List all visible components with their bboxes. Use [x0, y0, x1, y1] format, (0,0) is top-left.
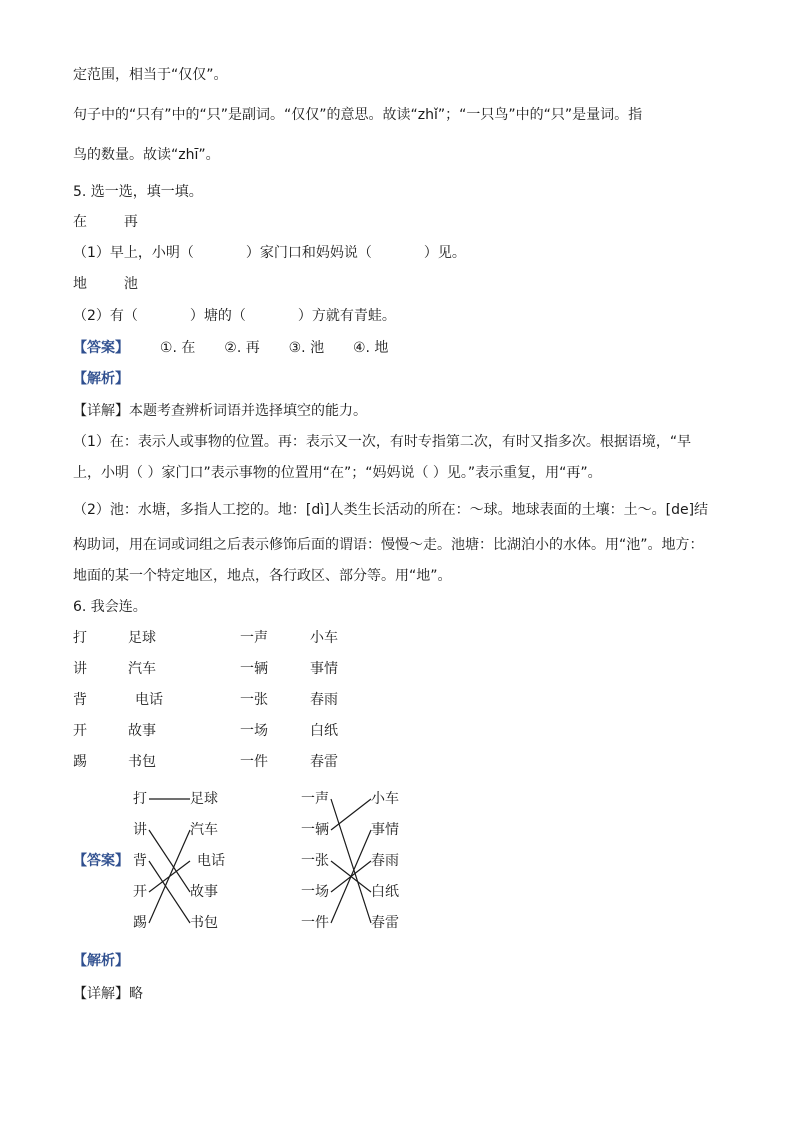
- noun: 故事: [128, 723, 156, 739]
- match-line-left: [149, 861, 190, 923]
- measure-word: 一件: [240, 754, 268, 770]
- measure-word: 一场: [240, 723, 268, 739]
- question-6-title: 6. 我会连。: [73, 599, 147, 615]
- noun: 春雷: [310, 754, 338, 770]
- question-5-title: 5. 选一选，填一填。: [73, 184, 203, 200]
- noun: 书包: [128, 754, 156, 770]
- measure-word: 一辆: [240, 661, 268, 677]
- q5-sentence-2: （2）有（ ）塘的（ ）方就有青蛙。: [73, 308, 396, 324]
- noun: 书包: [190, 915, 218, 931]
- verb: 背: [133, 853, 147, 869]
- option-word: 在: [73, 214, 87, 230]
- measure-word: 一场: [301, 884, 329, 900]
- noun: 小车: [371, 791, 399, 807]
- measure-word: 一声: [240, 630, 268, 646]
- analysis-tag: 【解析】: [73, 371, 129, 387]
- detail-line: 【详解】略: [73, 986, 143, 1002]
- noun: 故事: [190, 884, 218, 900]
- noun: 事情: [310, 661, 338, 677]
- match-line-left: [149, 830, 190, 892]
- answer-tag: 【答案】: [73, 853, 129, 869]
- option-word: 地: [73, 276, 87, 292]
- match-line-right: [331, 799, 371, 830]
- text-line: 句子中的“只有”中的“只”是副词。“仅仅”的意思。故读“zhǐ”；“一只鸟”中的“只”是量词。指: [73, 107, 643, 123]
- noun: 事情: [371, 822, 399, 838]
- noun: 春雷: [371, 915, 399, 931]
- verb: 打: [73, 630, 87, 646]
- match-line-right: [331, 799, 371, 923]
- noun: 白纸: [371, 884, 399, 900]
- q5-answer: 【答案】 ①. 在 ②. 再 ③. 池 ④. 地: [73, 340, 389, 356]
- noun: 汽车: [190, 822, 218, 838]
- noun: 电话: [197, 853, 225, 869]
- text-line: 构助词，用在词或词组之后表示修饰后面的谓语：慢慢～走。池塘：比湖泊小的水体。用“池”。地方：: [73, 537, 704, 553]
- text-line: 地面的某一个特定地区，地点，各行政区、部分等。用“地”。: [73, 568, 452, 584]
- text-line: 鸟的数量。故读“zhī”。: [73, 147, 220, 163]
- noun: 汽车: [128, 661, 156, 677]
- option-word: 池: [123, 276, 138, 292]
- verb: 背: [73, 692, 87, 708]
- option-word: 再: [123, 214, 138, 230]
- text-line: 上，小明（ ）家门口”表示事物的位置用“在”；“妈妈说（ ）见。”表示重复，用“再”。: [73, 465, 602, 481]
- text-line: （2）池：水塘，多指人工挖的。地：[dì]人类生长活动的所在：～球。地球表面的土壤：土～。[de]结: [73, 502, 709, 518]
- noun: 白纸: [310, 723, 338, 739]
- verb: 开: [73, 723, 87, 739]
- measure-word: 一张: [301, 853, 329, 869]
- measure-word: 一件: [301, 915, 329, 931]
- verb: 讲: [73, 661, 87, 677]
- text-line: 定范围，相当于“仅仅”。: [73, 67, 228, 83]
- detail-line: 【详解】本题考查辨析词语并选择填空的能力。: [73, 403, 367, 419]
- verb: 踢: [133, 915, 147, 931]
- measure-word: 一张: [240, 692, 268, 708]
- analysis-tag: 【解析】: [73, 953, 129, 969]
- verb: 踢: [73, 754, 87, 770]
- noun: 足球: [190, 791, 218, 807]
- noun: 小车: [310, 630, 338, 646]
- q5-sentence-1: （1）早上，小明（ ）家门口和妈妈说（ ）见。: [73, 245, 466, 261]
- noun: 电话: [135, 692, 163, 708]
- answer-tag: 【答案】: [73, 340, 129, 356]
- measure-word: 一声: [301, 791, 329, 807]
- text-line: （1）在：表示人或事物的位置。再：表示又一次，有时专指第二次，有时又指多次。根据语境，“早: [73, 434, 692, 450]
- verb: 讲: [133, 822, 147, 838]
- noun: 春雨: [371, 853, 399, 869]
- match-line-right: [331, 830, 371, 923]
- noun: 足球: [128, 630, 156, 646]
- noun: 春雨: [310, 692, 338, 708]
- verb: 开: [133, 884, 147, 900]
- verb: 打: [133, 791, 147, 807]
- match-line-left: [149, 830, 190, 923]
- measure-word: 一辆: [301, 822, 329, 838]
